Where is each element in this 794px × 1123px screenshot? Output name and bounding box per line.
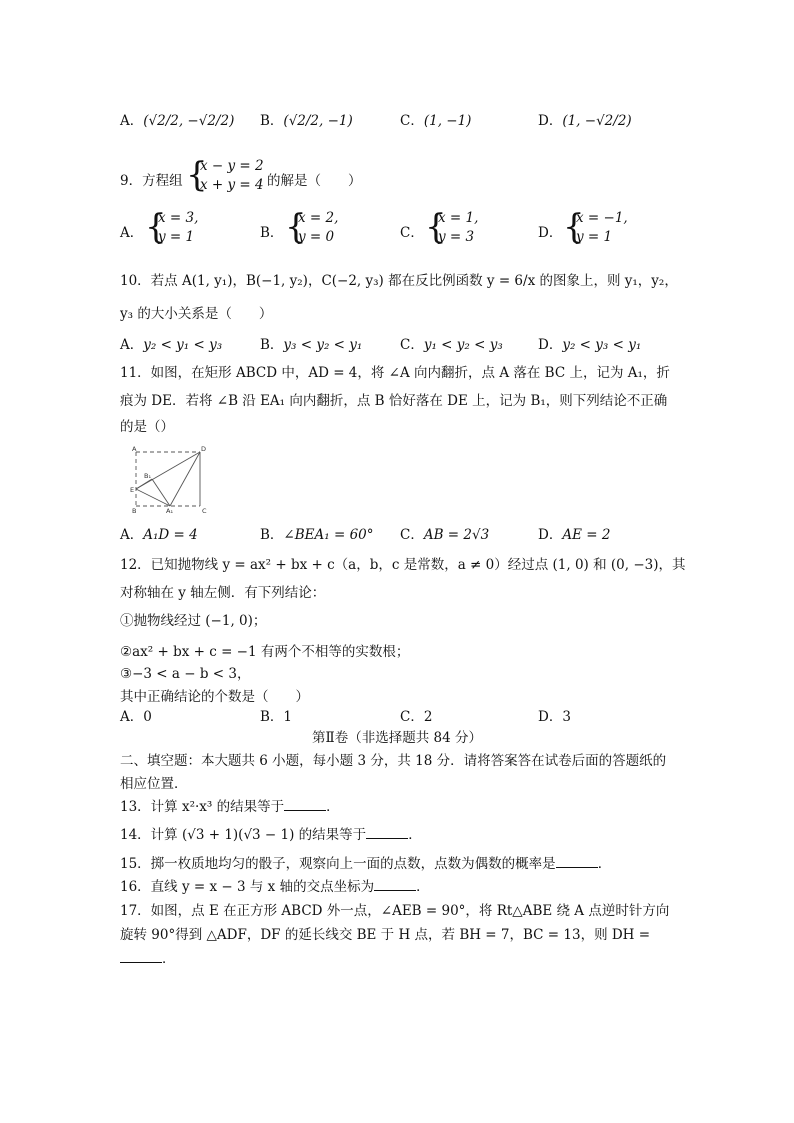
figure-segment-ea1 <box>136 489 170 506</box>
figure-label-e: E <box>130 486 135 494</box>
q11-line1: 11．如图，在矩形 ABCD 中，AD = 4，将 ∠A 向内翻折，点 A 落在 BC 上，记为 A₁，折 <box>120 365 670 381</box>
q8-option-d: D．(1, −√2/2) <box>538 113 632 129</box>
q12-line2: 对称轴在 y 轴左侧．有下列结论： <box>120 585 326 601</box>
answer-blank[interactable] <box>366 826 408 839</box>
section2-line2: 相应位置． <box>120 776 188 792</box>
figure-label-a: A <box>132 445 137 453</box>
q8-option-a: A．(√2/2, −√2/2) <box>120 113 235 129</box>
q9-eq1: x − y = 2 <box>200 158 264 174</box>
figure-segment-da1 <box>170 452 200 506</box>
q15: 15．掷一枚质地均匀的骰子，观察向上一面的点数，点数为偶数的概率是 ． <box>120 856 612 872</box>
q8-option-b: B．(√2/2, −1) <box>260 113 353 129</box>
brace-icon: { <box>285 207 307 247</box>
q11-figure <box>124 442 216 514</box>
section2-line1: 二、填空题：本大题共 6 小题，每小题 3 分，共 18 分．请将答案答在试卷后面的答题纸的 <box>120 753 667 769</box>
q10-option-b: B．y₃ < y₂ < y₁ <box>260 337 363 353</box>
q13: 13．计算 x²·x³ 的结果等于 ． <box>120 799 340 815</box>
q17-line2: 旋转 90°得到 △ADF，DF 的延长线交 BE 于 H 点，若 BH = 7，BC = 13，则 DH = <box>120 927 651 943</box>
q9-option-d: D． { x = −1, y = 1 <box>538 207 628 247</box>
answer-blank[interactable] <box>284 798 326 811</box>
q9-eq2: x + y = 4 <box>200 177 264 193</box>
answer-blank[interactable] <box>374 878 416 891</box>
q10-option-d: D．y₂ < y₃ < y₁ <box>538 337 642 353</box>
answer-blank[interactable] <box>120 950 162 963</box>
q11-option-b: B．∠BEA₁ = 60° <box>260 527 374 543</box>
q11-option-d: D．AE = 2 <box>538 527 611 543</box>
q12-line1: 12．已知抛物线 y = ax² + bx + c（a，b，c 是常数，a ≠ 0）经过点 (1, 0) 和 (0, −3)，其 <box>120 557 686 573</box>
q10-option-a: A．y₂ < y₁ < y₃ <box>120 337 223 353</box>
figure-label-c: C <box>202 507 207 514</box>
q12-conclusion-3: ③−3 < a − b < 3， <box>120 666 251 682</box>
q9-option-a: A． { x = 3, y = 1 <box>120 207 199 247</box>
q9-stem <box>120 156 360 196</box>
figure-label-d: D <box>201 445 207 453</box>
figure-segment-eb1 <box>136 479 152 489</box>
brace-icon: { <box>425 207 447 247</box>
figure-label-a1: A₁ <box>166 507 174 514</box>
q14: 14．计算 (√3 + 1)(√3 − 1) 的结果等于 ． <box>120 827 422 843</box>
q9-option-b: B． { x = 2, y = 0 <box>260 207 339 247</box>
brace-icon: { <box>563 207 585 247</box>
q12-option-d: D．3 <box>538 709 571 725</box>
q12-option-a: A．0 <box>120 709 152 725</box>
q12-ask: 其中正确结论的个数是（ ） <box>120 689 309 705</box>
brace-icon: { <box>145 207 167 247</box>
q10-line2: y₃ 的大小关系是（ ） <box>120 306 273 322</box>
figure-label-b: B <box>132 507 137 514</box>
answer-blank[interactable] <box>556 855 598 868</box>
q11-option-a: A．A₁D = 4 <box>120 527 198 543</box>
part2-title: 第Ⅱ卷（非选择题共 84 分） <box>312 730 482 746</box>
q12-option-c: C．2 <box>400 709 433 725</box>
q12-conclusion-1: ①抛物线经过 (−1, 0)； <box>120 613 267 629</box>
q9-suffix: 的解是（ ） <box>267 173 362 189</box>
figure-label-b1: B₁ <box>144 472 152 480</box>
q9-number: 9．方程组 <box>120 173 183 189</box>
q12-option-b: B．1 <box>260 709 293 725</box>
q9-option-c: C． { x = 1, y = 3 <box>400 207 479 247</box>
q17-line3: ． <box>120 950 176 968</box>
q17-line1: 17．如图，点 E 在正方形 ABCD 外一点，∠AEB = 90°，将 Rt△ABE 绕 A 点逆时针方向 <box>120 903 670 919</box>
q11-option-c: C．AB = 2√3 <box>400 527 490 543</box>
q8-option-c: C．(1, −1) <box>400 113 472 129</box>
q11-line2: 痕为 DE．若将 ∠B 沿 EA₁ 向内翻折，点 B 恰好落在 DE 上，记为 B₁，则下列结论不正确 <box>120 393 668 409</box>
q16: 16．直线 y = x − 3 与 x 轴的交点坐标为 ． <box>120 879 430 895</box>
q10-option-c: C．y₁ < y₂ < y₃ <box>400 337 503 353</box>
brace-icon: { <box>186 155 208 195</box>
q11-line3: 的是（） <box>120 419 174 435</box>
q12-conclusion-2: ②ax² + bx + c = −1 有两个不相等的实数根； <box>120 644 410 660</box>
q10-line1: 10．若点 A(1, y₁)，B(−1, y₂)，C(−2, y₃) 都在反比例函数 y = 6/x 的图象上，则 y₁，y₂， <box>120 273 678 289</box>
